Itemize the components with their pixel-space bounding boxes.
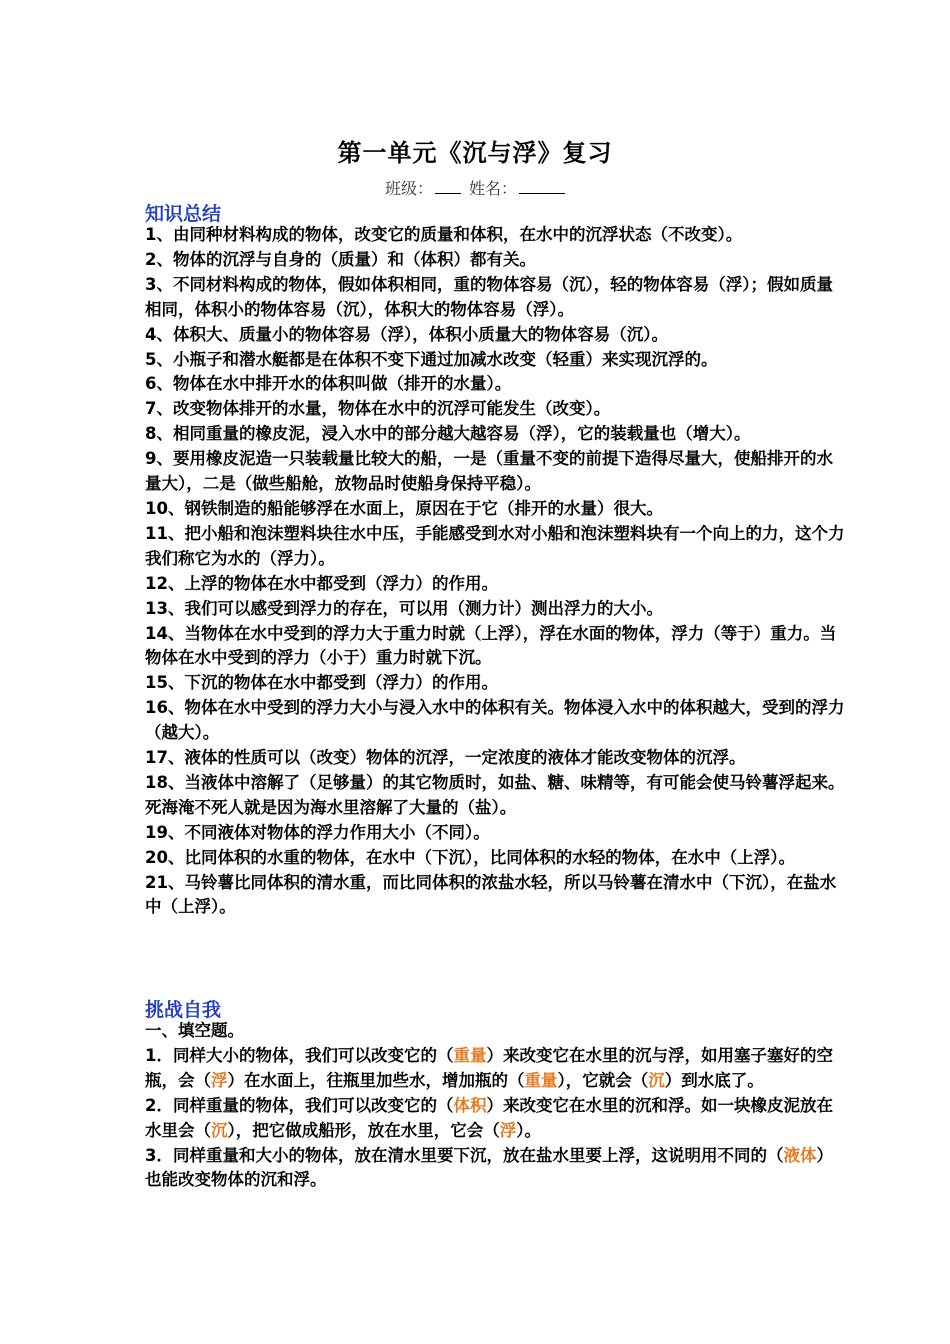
section-heading-challenge: 挑战自我 bbox=[145, 999, 222, 1021]
answer-text: 体积 bbox=[453, 1095, 487, 1115]
list-item: 10、钢铁制造的船能够浮在水面上，原因在于它（排开的水量）很大。 bbox=[145, 498, 663, 518]
question-text: ）来改变它在水里的沉与浮，如用塞子塞好的空瓶，会（ bbox=[145, 1045, 833, 1090]
list-item: 6、物体在水中排开水的体积叫做（排开的水量）。 bbox=[145, 374, 512, 394]
list-item: 18、当液体中溶解了（足够量）的其它物质时，如盐、糖、味精等，有可能会使马铃薯浮起来。死海淹不死人就是因为海水里溶解了大量的（盐）。 bbox=[145, 772, 845, 817]
list-item: 12、上浮的物体在水中都受到（浮力）的作用。 bbox=[145, 573, 498, 593]
question-3 bbox=[145, 1144, 845, 1194]
list-item: 20、比同体积的水重的物体，在水中（下沉），比同体积的水轻的物体，在水中（上浮）。 bbox=[145, 847, 795, 867]
answer-text: 浮 bbox=[499, 1120, 517, 1140]
list-item: 1、由同种材料构成的物体，改变它的质量和体积，在水中的沉浮状态（不改变）。 bbox=[145, 225, 743, 244]
list-item: 13、我们可以感受到浮力的存在，可以用（测力计）测出浮力的大小。 bbox=[145, 598, 663, 618]
section-heading-summary: 知识总结 bbox=[145, 203, 222, 225]
page-title: 第一单元《沉与浮》复习 bbox=[337, 138, 613, 167]
answer-text: 沉 bbox=[211, 1120, 228, 1140]
name-blank bbox=[519, 193, 565, 194]
question-text: ）到水底了。 bbox=[664, 1070, 764, 1090]
list-item: 2、物体的沉浮与自身的（质量）和（体积）都有关。 bbox=[145, 249, 536, 269]
list-item: 8、相同重量的橡皮泥，浸入水中的部分越大越容易（浮），它的装载量也（增大）。 bbox=[145, 424, 751, 444]
list-item: 4、体积大、质量小的物体容易（浮），体积小质量大的物体容易（沉）。 bbox=[145, 324, 668, 344]
answer-text: 沉 bbox=[648, 1070, 665, 1090]
question-1 bbox=[145, 1044, 845, 1094]
class-label: 班级： bbox=[384, 179, 433, 198]
list-item: 5、小瓶子和潜水艇都是在体积不变下通过加减水改变（轻重）来实现沉浮的。 bbox=[145, 349, 718, 369]
knowledge-summary-list bbox=[145, 223, 845, 920]
list-item: 17、液体的性质可以（改变）物体的沉浮，一定浓度的液体才能改变物体的沉浮。 bbox=[145, 748, 746, 768]
question-text: ）也能改变物体的沉和浮。 bbox=[145, 1145, 833, 1190]
question-text: ），把它做成船形，放在水里，它会（ bbox=[227, 1120, 500, 1140]
class-name-line bbox=[0, 176, 950, 199]
challenge-section bbox=[145, 1019, 845, 1193]
list-item: 11、把小船和泡沫塑料块往水中压，手能感受到水对小船和泡沫塑料块有一个向上的力，这个力我们称它为水的（浮力）。 bbox=[145, 523, 845, 568]
fill-blank-subheading: 一、填空题。 bbox=[145, 1021, 244, 1040]
question-text: 3．同样重量和大小的物体，放在清水里要下沉，放在盐水里要上浮，这说明用不同的（ bbox=[145, 1145, 784, 1165]
answer-text: 液体 bbox=[783, 1145, 817, 1165]
answer-text: 浮 bbox=[211, 1070, 228, 1090]
question-2 bbox=[145, 1094, 845, 1144]
answer-text: 重量 bbox=[453, 1045, 487, 1065]
answer-text: 重量 bbox=[524, 1070, 558, 1090]
list-item: 15、下沉的物体在水中都受到（浮力）的作用。 bbox=[145, 673, 498, 693]
name-label: 姓名： bbox=[469, 179, 518, 198]
question-text: ）来改变它在水里的沉和浮。如一块橡皮泥放在水里会（ bbox=[145, 1095, 833, 1140]
list-item: 7、改变物体排开的水量，物体在水中的沉浮可能发生（改变）。 bbox=[145, 399, 611, 419]
list-item: 21、马铃薯比同体积的清水重，而比同体积的浓盐水轻，所以马铃薯在清水中（下沉），在盐水中（上浮）。 bbox=[145, 872, 837, 917]
question-text: ），它就会（ bbox=[557, 1070, 649, 1090]
question-text: ）在水面上，往瓶里加些水，增加瓶的（ bbox=[227, 1070, 525, 1090]
question-text: 2．同样重量的物体，我们可以改变它的（ bbox=[145, 1095, 454, 1115]
list-item: 16、物体在水中受到的浮力大小与浸入水中的体积有关。物体浸入水中的体积越大，受到的浮力（越大）。 bbox=[145, 698, 845, 743]
list-item: 9、要用橡皮泥造一只装载量比较大的船，一是（重量不变的前提下造得尽量大，使船排开的水量大），二是（做些船舱，放物品时使船身保持平稳）。 bbox=[145, 449, 833, 494]
list-item: 3、不同材料构成的物体，假如体积相同，重的物体容易（沉），轻的物体容易（浮）；假如质量相同，体积小的物体容易（沉），体积大的物体容易（浮）。 bbox=[145, 274, 833, 319]
list-item: 14、当物体在水中受到的浮力大于重力时就（上浮），浮在水面的物体，浮力（等于）重力。当物体在水中受到的浮力（小于）重力时就下沉。 bbox=[145, 623, 837, 668]
class-blank bbox=[435, 193, 461, 194]
list-item: 19、不同液体对物体的浮力作用大小（不同）。 bbox=[145, 822, 490, 842]
question-text: 1．同样大小的物体，我们可以改变它的（ bbox=[145, 1045, 454, 1065]
question-text: ）。 bbox=[516, 1120, 541, 1140]
